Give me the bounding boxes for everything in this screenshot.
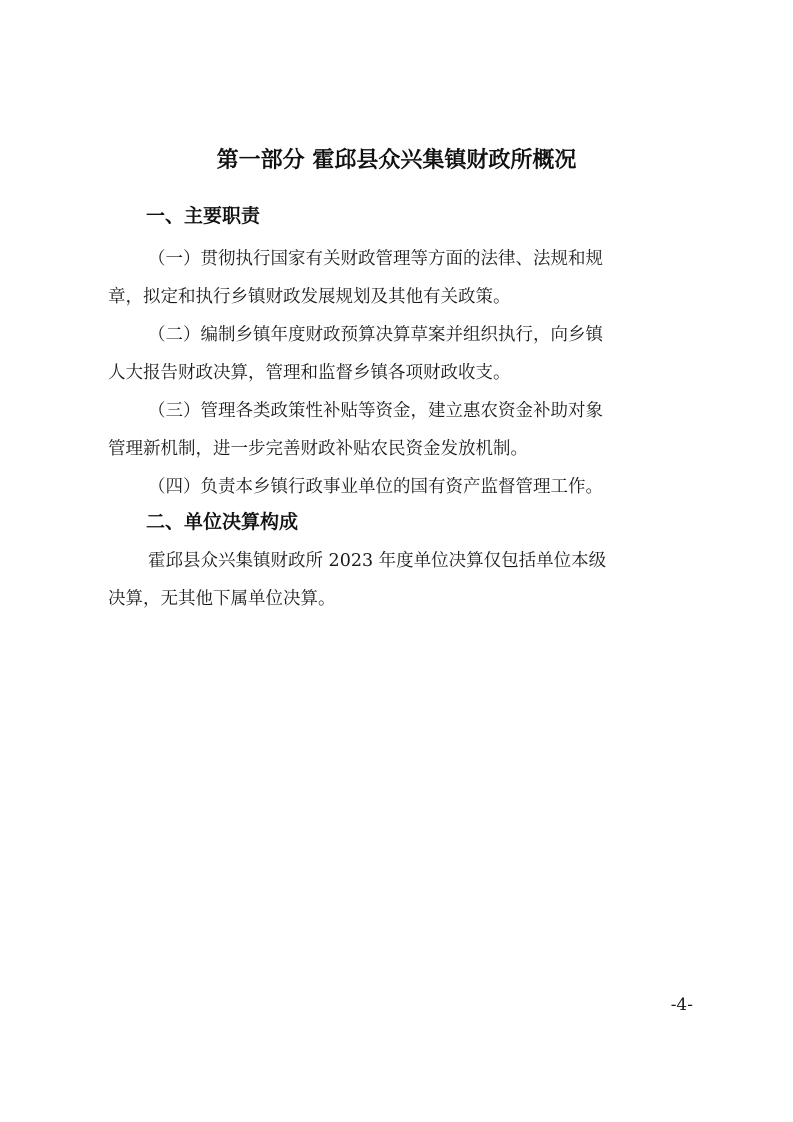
paragraph-duty-4 [108,468,688,506]
page-title: 第一部分 霍邱县众兴集镇财政所概况 [216,148,577,173]
paragraph-line: 人大报告财政决算，管理和监督乡镇各项财政收支。 [108,363,511,383]
paragraph-duty-2 [108,316,688,392]
paragraph-line: 管理新机制，进一步完善财政补贴农民资金发放机制。 [108,439,528,459]
section-heading-unit-composition: 二、单位决算构成 [146,511,299,533]
paragraph-line: （一）贯彻执行国家有关财政管理等方面的法律、法规和规 [148,249,603,269]
paragraph-line: （四）负责本乡镇行政事业单位的国有资产监督管理工作。 [148,477,603,497]
section-heading-main-duties: 一、主要职责 [146,205,261,227]
paragraph-line: 章，拟定和执行乡镇财政发展规划及其他有关政策。 [108,287,511,307]
paragraph-duty-1 [108,240,688,316]
paragraph-line: 决算，无其他下属单位决算。 [108,589,336,609]
paragraph-line: （三）管理各类政策性补贴等资金，建立惠农资金补助对象 [148,401,603,421]
paragraph-duty-3 [108,392,688,468]
paragraph-unit-composition [108,542,688,618]
page-number: -4- [670,995,693,1015]
paragraph-line: （二）编制乡镇年度财政预算决算草案并组织执行，向乡镇 [148,325,603,345]
paragraph-line: 霍邱县众兴集镇财政所 2023 年度单位决算仅包括单位本级 [148,551,607,571]
